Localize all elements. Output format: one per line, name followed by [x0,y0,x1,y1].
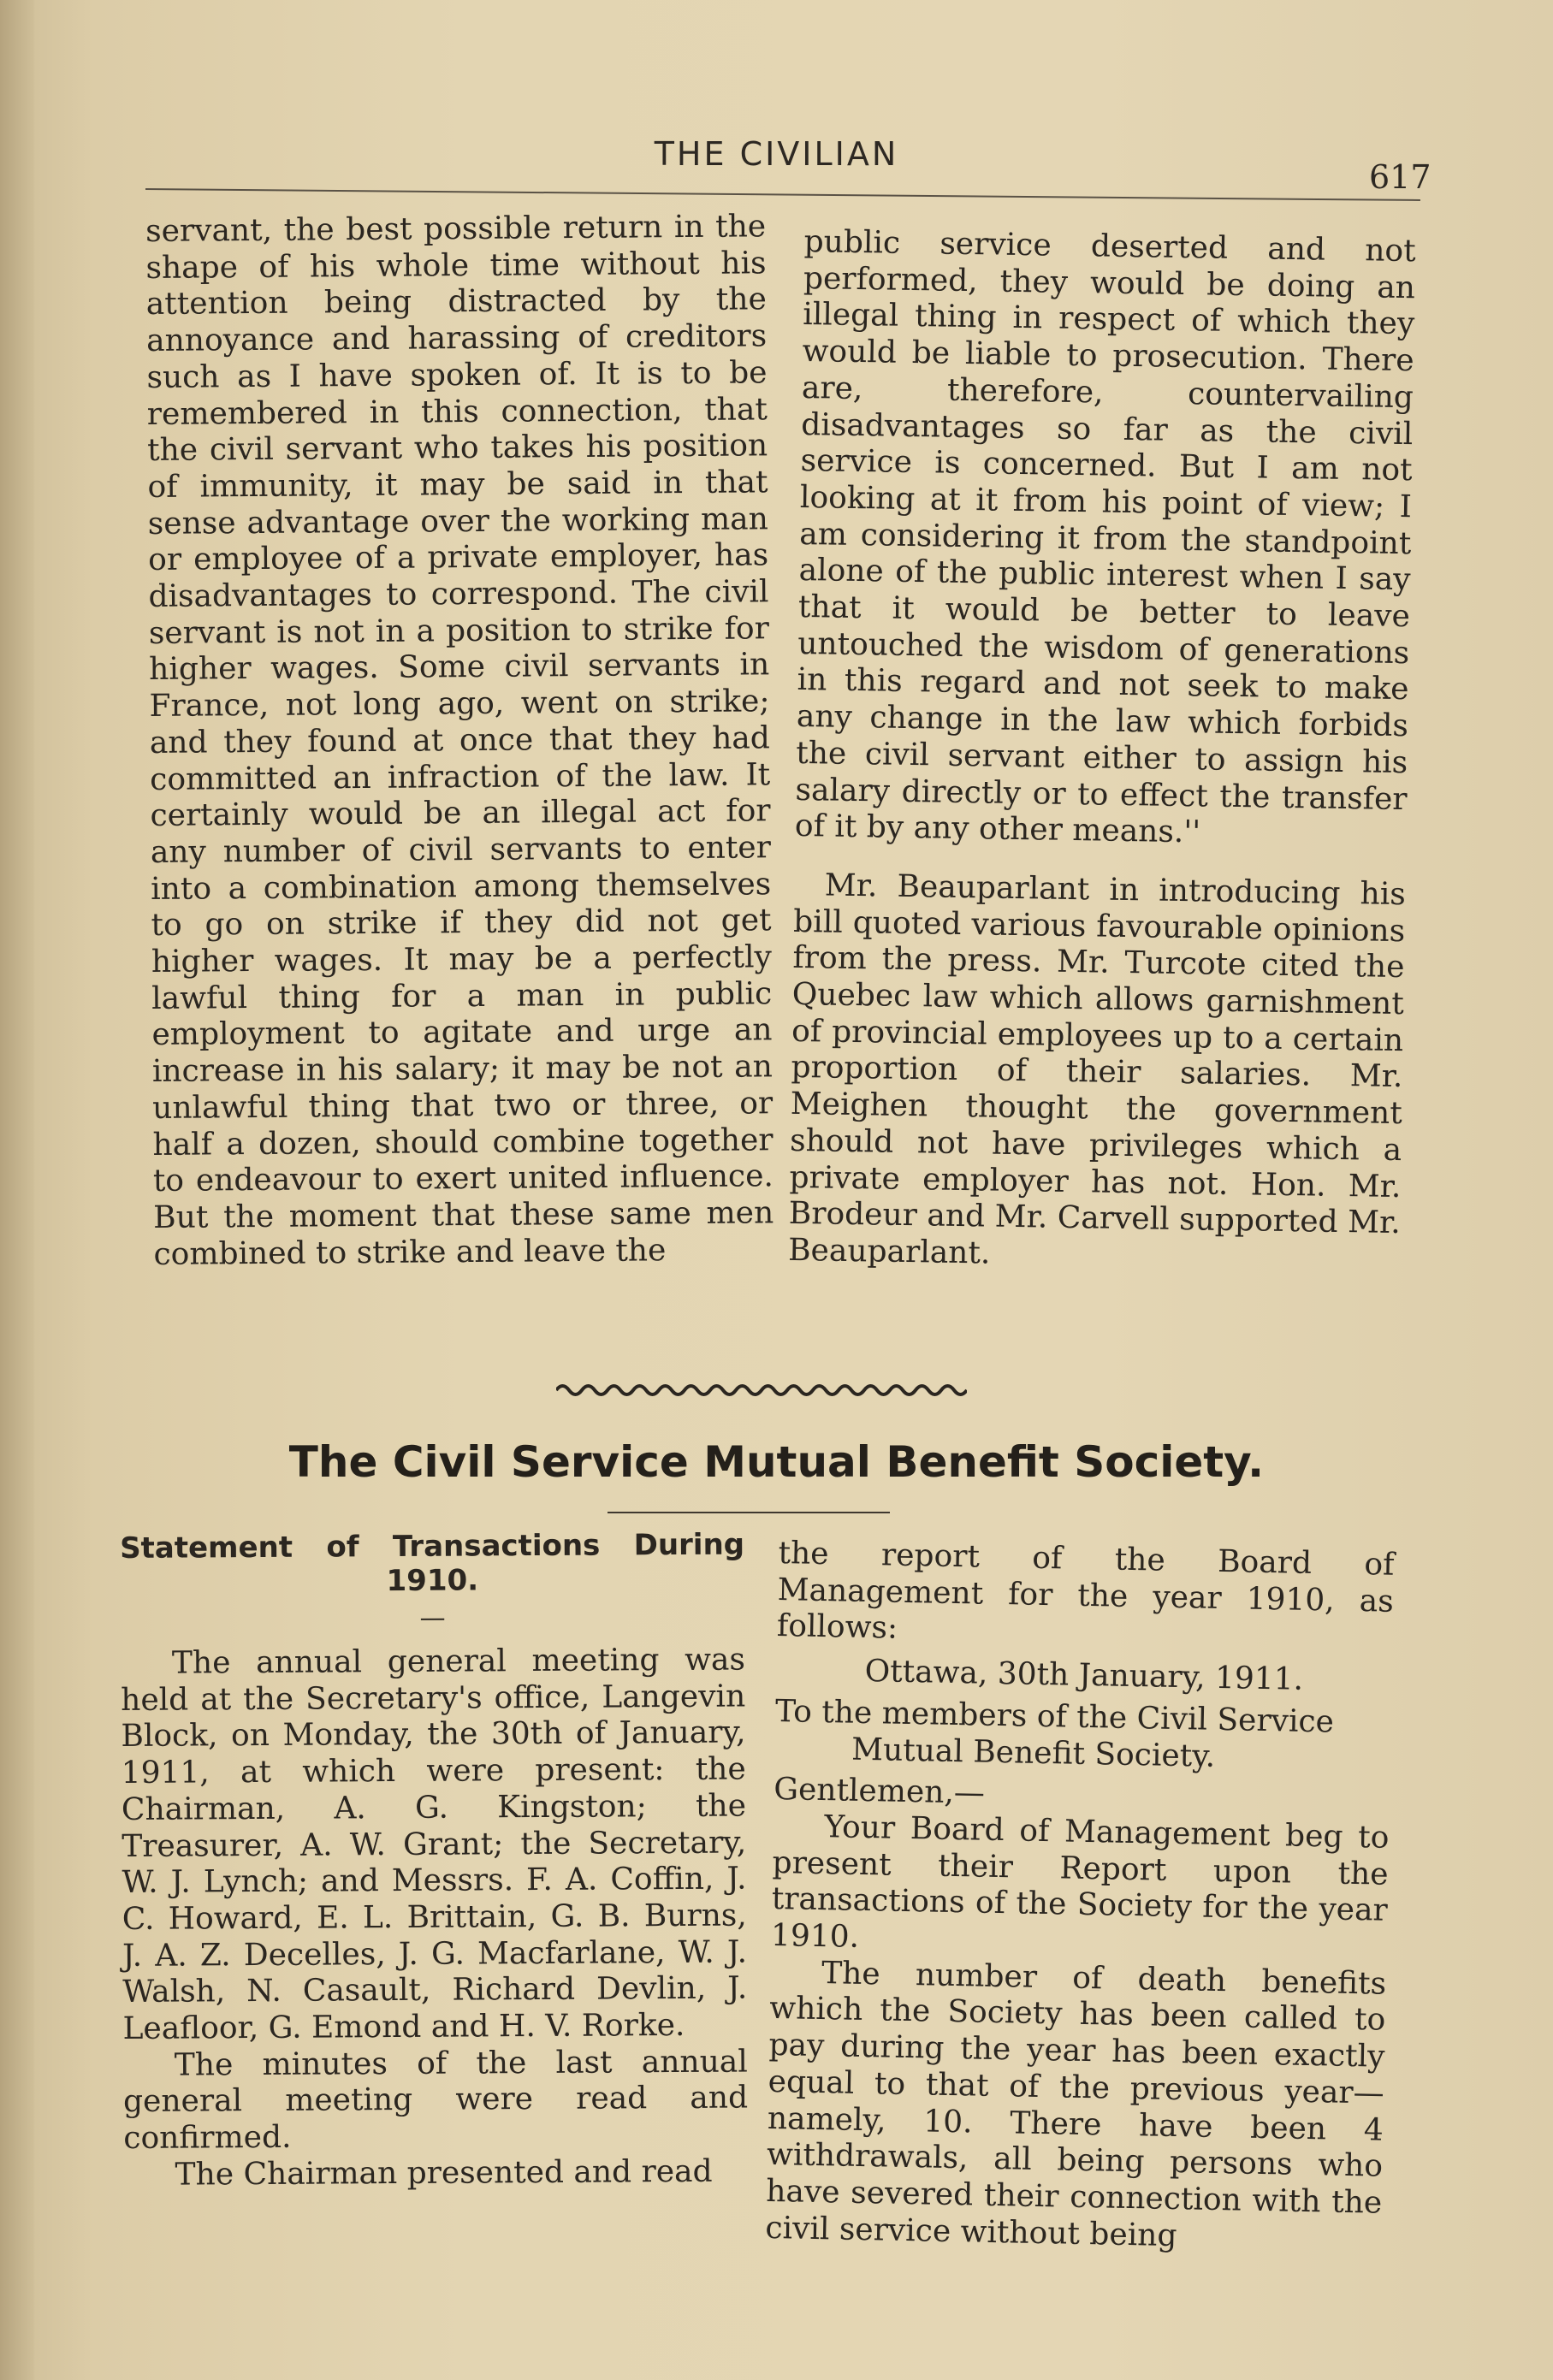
page-gutter-shadow [0,0,34,2380]
chairman-paragraph: The Chairman presented and read [175,2153,713,2193]
subheading-dash: — [419,1602,446,1633]
ornamental-wave-divider [556,1382,967,1407]
address-line-1: To the members of the Civil Service [774,1693,1335,1740]
subheading-word: Statement [120,1530,293,1566]
running-head: THE CIVILIAN [654,135,899,173]
report-column-bottom-right [765,1536,1395,2259]
report-column-bottom-left [120,1528,749,2194]
article-column-top-right [788,224,1416,1279]
subheading-word: Transactions [392,1528,601,1565]
minutes-paragraph: The minutes of the last annual general meeting were read and confirmed. [122,2044,749,2157]
subheading-word: of [326,1530,359,1565]
death-benefits-paragraph: The number of death benefits which the Society has been called to pay during the year has been exactly equal to that of the previous year—namely, 10. There have been 4 withdrawals, all being persons who have severed their connection with the civil service without being [765,1955,1387,2253]
subheading-word: During [633,1527,745,1563]
article-paragraph-public-service: public service deserted and not performed, they would be doing an illegal thing in respect of which they would be liable to prosecution. There are, therefore, countervailing disadvantages so far as the civil service is concerned. But I am not looking at it from his point of view; I am considering it from the standpoint alone of the public interest when I say that it would be better to leave untouched the wisdom of generations in this regard and not seek to make any change in the law which forbids the civil servant either to assign his salary directly or to effect the transfer of it by any other means.'' [794,224,1416,850]
board-report-paragraph: Your Board of Management beg to present their Report upon the transactions of the Society for the year 1910. [770,1809,1390,1955]
statement-subheading [120,1528,744,1600]
address-line-2: Mutual Benefit Society. [851,1732,1216,1774]
article-column-top-left [145,209,774,1273]
section-title: The Civil Service Mutual Benefit Society. [288,1437,1265,1487]
header-rule [145,188,1420,201]
salutation: Gentlemen,— [773,1772,986,1811]
section-title-rule [608,1512,890,1513]
page-number: 617 [1369,158,1431,196]
subheading-line-1 [120,1528,744,1566]
subheading-line-2: 1910. [386,1563,479,1599]
report-date-line: Ottawa, 30th January, 1911. [864,1654,1304,1697]
article-paragraph-beauparlant: Mr. Beauparlant in introducing his bill quoted various favourable opinions from the press. Mr. Turcote cited the Quebec law which allows garnishment of provincial employees up to a certain proportion of their salaries. Mr. Meighen thought the government should not have privileges which a private employer has not. Hon. Mr. Brodeur and Mr. Carvell supported Mr. Beauparlant. [787,867,1407,1271]
report-intro-paragraph: the report of the Board of Management for the year 1910, as follows: [776,1536,1395,1647]
article-continuation-paragraph: servant, the best possible return in the shape of his whole time without his attention being distracted by the annoyance and harassing of creditors such as I have spoken of. It is to be remembered in this connection, that the civil servant who takes his position of immunity, it may be said in that sense advantage over the working man or employee of a private employer, has disadvantages to correspond. The civil servant is not in a position to strike for higher wages. Some civil servants in France, not long ago, went on strike; and they found at once that they had committed an infraction of the law. It certainly would be an illegal act for any number of civil servants to enter into a combination among themselves to go on strike if they did not get higher wages. It may be a perfectly lawful thing for a man in public employment to agitate and urge an increase in his salary; it may be not an unlawful thing that two or three, or half a dozen, should combine together to endeavour to exert united influence. But the moment that these same men combined to strike and leave the [145,209,774,1272]
meeting-attendance-paragraph: The annual general meeting was held at the Secretary's office, Langevin Block, on Monday, the 30th of January, 1911, at which were present: the Chairman, A. G. Kingston; the Treasurer, A. W. Grant; the Secretary, W. J. Lynch; and Messrs. F. A. Coffin, J. C. Howard, E. L. Brittain, G. B. Burns, J. A. Z. Decelles, J. G. Macfarlane, W. J. Walsh, N. Casault, Richard Devlin, J. Leafloor, G. Emond and H. V. Rorke. [121,1642,748,2047]
